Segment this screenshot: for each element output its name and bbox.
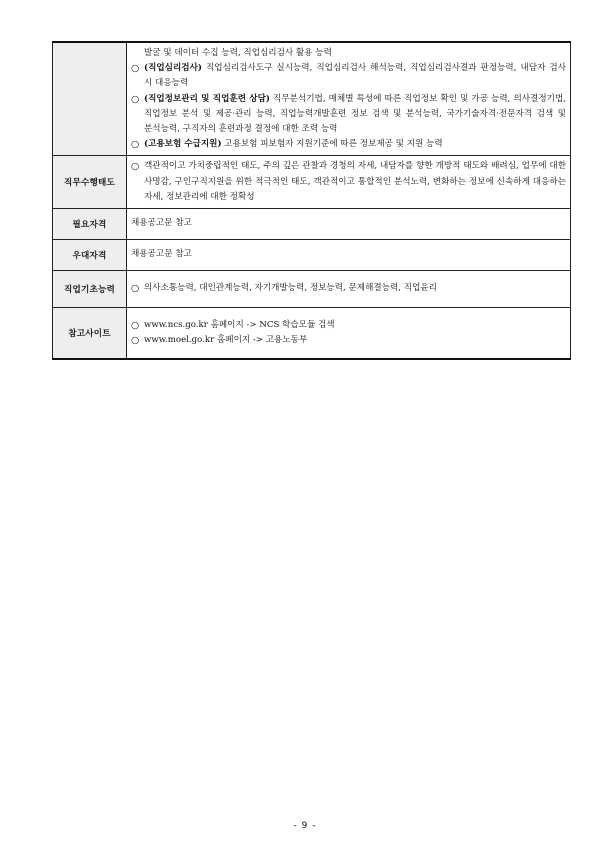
row-knowledge-skills (53, 42, 571, 156)
list-item (131, 137, 566, 152)
item-heading: (직업심리검사) (144, 63, 202, 74)
circle-bullet-icon: ○ (131, 283, 140, 295)
circle-bullet-icon: ○ (131, 161, 140, 173)
circle-bullet-icon: ○ (131, 139, 140, 151)
basic-competency-content (127, 271, 571, 308)
circle-bullet-icon: ○ (131, 319, 140, 331)
reference-sites-label: 참고사이트 (53, 308, 127, 360)
row-attitude (53, 156, 571, 209)
required-qualification-label: 필요자격 (53, 209, 127, 240)
list-item (131, 333, 566, 348)
item-text: 직업심리검사도구 실시능력, 직업심리검사 해석능력, 직업심리검사결과 판정능력, 내담자 검사 시 대응능력 (144, 63, 566, 89)
reference-site-link[interactable]: www.moel.go.kr 홈페이지 -> 고용노동부 (144, 335, 308, 346)
list-item (131, 318, 566, 333)
basic-competency-label: 직업기초능력 (53, 271, 127, 308)
reference-site-link[interactable]: www.ncs.go.kr 홈페이지 -> NCS 학습모듈 검색 (144, 319, 335, 330)
knowledge-skills-content (127, 42, 571, 156)
preferred-qualification-value: 채용공고문 참고 (127, 240, 571, 271)
list-item (131, 159, 566, 205)
item-text: 고용보험 피보험자 지원기준에 따른 정보제공 및 지원 능력 (221, 139, 443, 150)
attitude-label: 직무수행태도 (53, 156, 127, 209)
item-heading: (고용보험 수급지원) (144, 139, 222, 150)
item-text: 직무분석기법, 매체별 특성에 따른 직업정보 확인 및 가공 능력, 의사결정기법, 직업정보 분석 및 제공·관리 능력, 직업능력개발훈련 정보 검색 및 분석능력, 국가기술자격·전문자격 검색 및 분석능력, 구직자의 훈련과정 결정에 대한 조력 능력 (144, 93, 566, 135)
job-description-table (52, 41, 571, 360)
page-number: - 9 - (293, 821, 317, 831)
attitude-content (127, 156, 571, 209)
attitude-text: 객관적이고 가치중립적인 태도, 주의 깊은 관찰과 경청의 자세, 내담자를 향한 개방적 태도와 배려심, 업무에 대한 사명감, 구인구직지원을 위한 적극적인 태도, 객관적이고 통합적인 분석노력, 변화하는 정보에 신속하게 대응하는 자세, 정보관리에 대한 정확성 (144, 161, 566, 202)
continuation-text: 발굴 및 데이터 수집 능력, 직업심리검사 활용 능력 (144, 48, 332, 58)
circle-bullet-icon: ○ (131, 93, 140, 105)
preferred-qualification-label: 우대자격 (53, 240, 127, 271)
list-item (131, 281, 566, 296)
basic-competency-text: 의사소통능력, 대인관계능력, 자기개발능력, 정보능력, 문제해결능력, 직업윤리 (144, 283, 437, 294)
knowledge-skills-label-cell (53, 42, 127, 156)
list-item (131, 61, 566, 91)
list-item (131, 92, 566, 138)
item-heading: (직업정보관리 및 직업훈련 상담) (144, 93, 270, 104)
row-reference-sites (53, 308, 571, 360)
row-basic-competency (53, 271, 571, 308)
required-qualification-value: 채용공고문 참고 (127, 209, 571, 240)
reference-sites-content (127, 308, 571, 360)
circle-bullet-icon: ○ (131, 335, 140, 347)
row-required-qualification (53, 209, 571, 240)
circle-bullet-icon: ○ (131, 63, 140, 75)
row-preferred-qualification (53, 240, 571, 271)
